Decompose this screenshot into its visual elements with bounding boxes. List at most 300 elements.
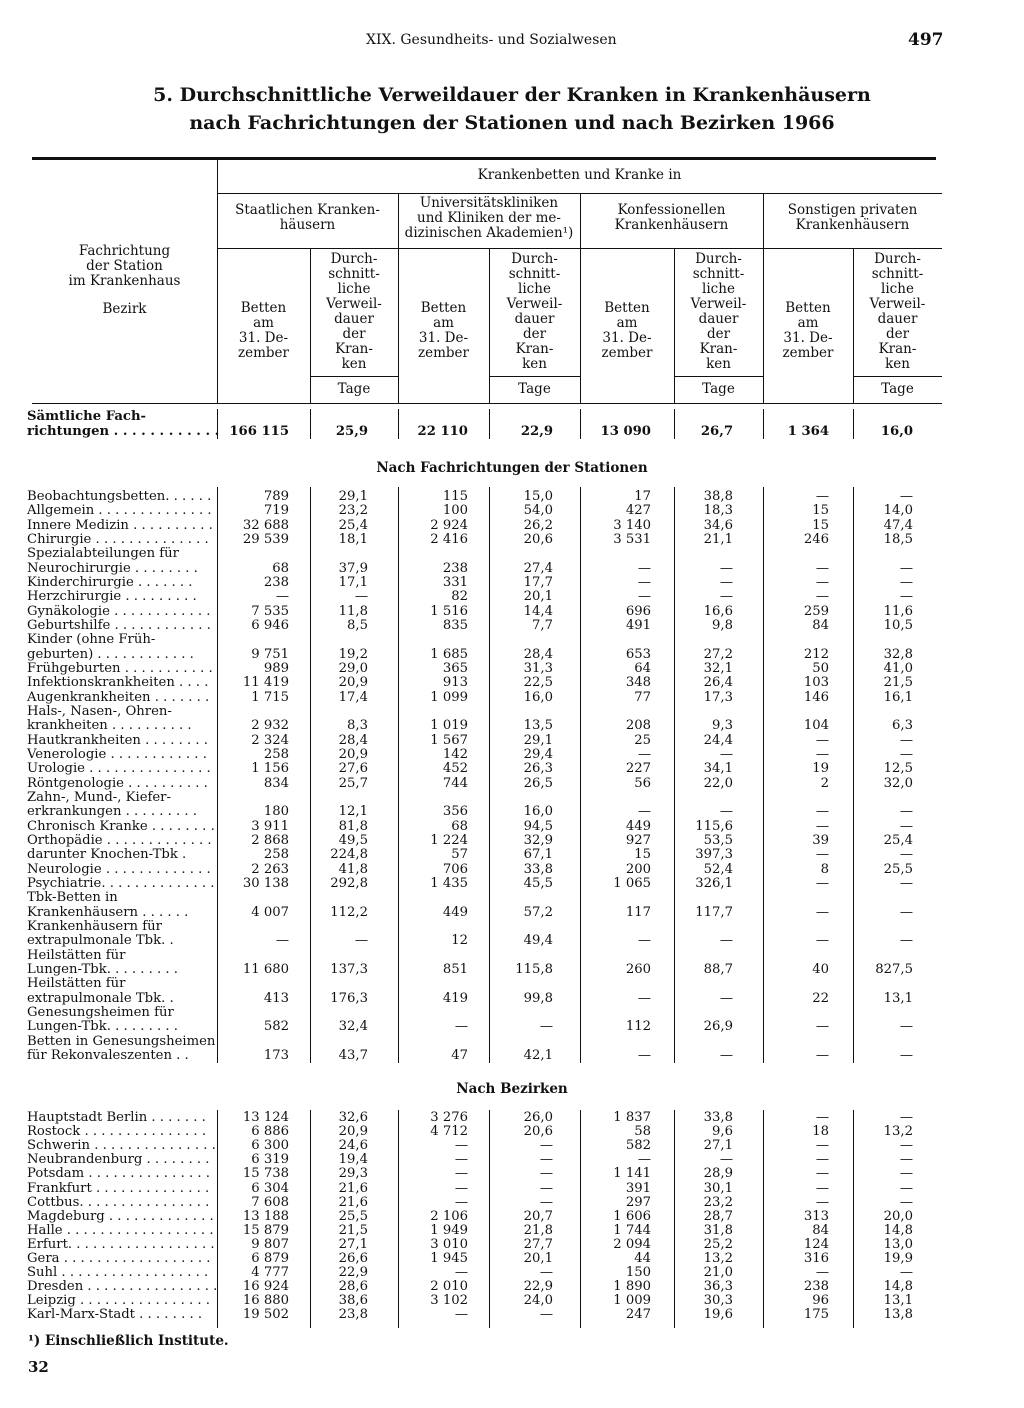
row-label: Urologie . . . . . . . . . . . . . . . [27, 761, 211, 777]
table-row [0, 762, 1024, 776]
cell-value: 427 [625, 503, 651, 519]
cell-value: — [899, 875, 913, 891]
table-row [0, 891, 1024, 905]
row-label: Neubrandenburg . . . . . . . . [27, 1152, 210, 1168]
cell-value: 15 [634, 847, 651, 863]
cell-value: 25,4 [883, 832, 913, 848]
cell-value: 84 [812, 617, 829, 633]
row-label: Kinderchirurgie . . . . . . . [27, 574, 193, 590]
cell-value: — [719, 574, 733, 590]
cell-value: 94,5 [523, 818, 553, 834]
cell-value: 37,9 [338, 560, 368, 576]
cell-value: — [637, 933, 651, 949]
table-row [0, 734, 1024, 748]
row-label: Frankfurt . . . . . . . . . . . . . . [27, 1180, 210, 1196]
cell-value: 297 [625, 1194, 651, 1210]
cell-value: 927 [625, 832, 651, 848]
cell-value: 13,5 [523, 718, 553, 734]
cell-value: — [637, 574, 651, 590]
cell-value: — [815, 1047, 829, 1063]
cell-value: 3 911 [251, 818, 289, 834]
footnote: ¹) Einschließlich Institute. [28, 1333, 229, 1349]
cell-value: — [815, 732, 829, 748]
cell-value: — [815, 933, 829, 949]
cell-value: 26,5 [523, 775, 553, 791]
cell-value: — [354, 589, 368, 605]
cell-value: 31,3 [523, 660, 553, 676]
cell-value: 8,3 [347, 718, 368, 734]
cell-value: 56 [634, 775, 651, 791]
cell-value: 3 531 [613, 531, 651, 547]
cell-value: 17,3 [703, 689, 733, 705]
cell-value: 13 124 [242, 1110, 289, 1125]
cell-value: 9 807 [251, 1236, 289, 1252]
cell-value: 16,0 [523, 804, 553, 820]
header-tage: Tage [337, 381, 371, 397]
row-label: Röntgenologie . . . . . . . . . . [27, 775, 208, 791]
cell-value: 21,0 [703, 1265, 733, 1281]
table-row [0, 562, 1024, 576]
cell-value: — [899, 904, 913, 920]
cell-value: 8 [820, 861, 829, 877]
cell-value: 348 [625, 675, 651, 691]
cell-value: — [539, 1265, 553, 1281]
cell-value: 29,1 [338, 489, 368, 504]
table-row [0, 1020, 1024, 1034]
cell-value: 25 [634, 732, 651, 748]
cell-value: 18,5 [883, 531, 913, 547]
row-label: Geburtshilfe . . . . . . . . . . . . [27, 617, 211, 633]
table-row [0, 1294, 1024, 1308]
cell-value: 413 [263, 990, 289, 1006]
cell-value: 137,3 [330, 961, 368, 977]
cell-value: 17,4 [338, 689, 368, 705]
cell-value: 3 010 [430, 1236, 468, 1252]
header-betten: Betten am 31. De- zember [782, 300, 834, 361]
cell-value: 21,6 [338, 1180, 368, 1196]
cell-value: 15 879 [242, 1222, 289, 1238]
cell-value: — [899, 489, 913, 504]
row-label: Spezialabteilungen für [27, 546, 179, 562]
cell-value: — [899, 1194, 913, 1210]
table-row [0, 605, 1024, 619]
cell-value: 9,8 [712, 617, 733, 633]
cell-value: — [815, 1138, 829, 1154]
table-row [0, 963, 1024, 977]
row-label: Innere Medizin . . . . . . . . . . [27, 517, 213, 533]
table-row [0, 1049, 1024, 1063]
cell-value: — [815, 589, 829, 605]
cell-value: — [275, 933, 289, 949]
cell-value: 19 502 [242, 1307, 289, 1323]
cell-value: 39 [812, 832, 829, 848]
cell-value: 3 140 [613, 517, 651, 533]
row-label: Hals-, Nasen-, Ohren- [27, 703, 172, 719]
cell-value: 1 744 [613, 1222, 651, 1238]
cell-value: 9,3 [712, 718, 733, 734]
cell-value: 173 [263, 1047, 289, 1063]
cell-value: 4 777 [251, 1265, 289, 1281]
cell-value: 20,0 [883, 1208, 913, 1224]
table-row [0, 533, 1024, 547]
cell-value: 1 224 [430, 832, 468, 848]
cell-value: 26,3 [523, 761, 553, 777]
cell-value: 40 [812, 961, 829, 977]
row-label: Neurologie . . . . . . . . . . . . . [27, 861, 211, 877]
cell-value: 4 712 [430, 1124, 468, 1140]
cell-value: 23,2 [338, 503, 368, 519]
cell-value: 1 949 [430, 1222, 468, 1238]
cell-value: 28,4 [338, 732, 368, 748]
cell-value: 68 [451, 818, 468, 834]
table-row [0, 1280, 1024, 1294]
cell-value: 176,3 [330, 990, 368, 1006]
table-row [0, 1196, 1024, 1210]
cell-value: 49,5 [338, 832, 368, 848]
cell-value: 292,8 [330, 875, 368, 891]
table-row [0, 719, 1024, 733]
table-row [0, 1224, 1024, 1238]
row-label: Herzchirurgie . . . . . . . . . [27, 589, 197, 605]
cell-value: 38,8 [703, 489, 733, 504]
cell-value: 25,9 [335, 424, 368, 439]
rule-above-tage [489, 376, 580, 377]
cell-value: — [899, 1047, 913, 1063]
cell-value: 11 680 [242, 961, 289, 977]
cell-value: 16 924 [242, 1279, 289, 1295]
cell-value: 10,5 [883, 617, 913, 633]
row-label: Hauptstadt Berlin . . . . . . . [27, 1110, 206, 1125]
cell-value: — [454, 1152, 468, 1168]
row-label: Lungen-Tbk. . . . . . . . . [27, 1019, 178, 1035]
cell-value: 24,6 [338, 1138, 368, 1154]
cell-value: 150 [625, 1265, 651, 1281]
cell-value: 696 [625, 603, 651, 619]
cell-value: 6 946 [251, 617, 289, 633]
cell-value: 20,1 [523, 1251, 553, 1266]
cell-value: 1 516 [430, 603, 468, 619]
table-row [0, 590, 1024, 604]
cell-value: 117 [625, 904, 651, 920]
table-row [0, 1006, 1024, 1020]
cell-value: 13,1 [883, 1293, 913, 1309]
cell-value: 43,7 [338, 1047, 368, 1063]
header-tage: Tage [518, 381, 551, 397]
row-label: Venerologie . . . . . . . . . . . . [27, 746, 207, 762]
page-code: 32 [28, 1358, 49, 1376]
cell-value: 77 [634, 689, 651, 705]
row-label: Beobachtungsbetten. . . . . . [27, 489, 212, 504]
cell-value: 30,1 [703, 1180, 733, 1196]
cell-value: — [719, 1047, 733, 1063]
cell-value: 22 110 [417, 424, 468, 439]
cell-value: 166 115 [229, 424, 289, 439]
cell-value: 45,5 [523, 875, 553, 891]
cell-value: 706 [442, 861, 468, 877]
cell-value: 96 [812, 1293, 829, 1309]
cell-value: 1 065 [613, 875, 651, 891]
rule-above-tage [853, 376, 942, 377]
row-label: Augenkrankheiten . . . . . . . [27, 689, 210, 705]
cell-value: 32,6 [338, 1110, 368, 1125]
cell-value: 12,1 [338, 804, 368, 820]
cell-value: 26,7 [700, 424, 733, 439]
cell-value: — [637, 1047, 651, 1063]
header-tage: Tage [702, 381, 735, 397]
row-label: extrapulmonale Tbk. . [27, 933, 174, 949]
table-row [0, 1111, 1024, 1125]
row-label: Psychiatrie. . . . . . . . . . . . . . [27, 875, 215, 891]
table-row [0, 748, 1024, 762]
cell-value: — [815, 574, 829, 590]
cell-value: 27,1 [338, 1236, 368, 1252]
cell-value: 212 [803, 646, 829, 662]
table-row [0, 777, 1024, 791]
row-label: Kinder (ohne Früh- [27, 632, 156, 648]
table-row [0, 1210, 1024, 1224]
cell-value: 24,4 [703, 732, 733, 748]
cell-value: — [899, 1152, 913, 1168]
cell-value: 57 [451, 847, 468, 863]
cell-value: 4 007 [251, 904, 289, 920]
table-row [0, 1035, 1024, 1049]
cell-value: 38,6 [338, 1293, 368, 1309]
cell-value: — [815, 904, 829, 920]
table-row [0, 906, 1024, 920]
cell-value: 50 [812, 660, 829, 676]
cell-value: 124 [803, 1236, 829, 1252]
cell-value: 29,0 [338, 660, 368, 676]
cell-value: 16,6 [703, 603, 733, 619]
cell-value: 789 [263, 489, 289, 504]
cell-value: 88,7 [703, 961, 733, 977]
row-label: Potsdam . . . . . . . . . . . . . . . [27, 1166, 210, 1182]
row-label: für Rekonvaleszenten . . [27, 1047, 189, 1063]
cell-value: 16 880 [242, 1293, 289, 1309]
cell-value: 25,5 [338, 1208, 368, 1224]
table-row [0, 676, 1024, 690]
cell-value: — [899, 574, 913, 590]
cell-value: 19,6 [703, 1307, 733, 1323]
cell-value: 827,5 [875, 961, 913, 977]
header-verweildauer: Durch- schnitt- liche Verweil- dauer der Kran- ken [506, 251, 563, 372]
header-top-label: Krankenbetten und Kranke in [477, 167, 682, 183]
table-row [0, 576, 1024, 590]
cell-value: 260 [625, 961, 651, 977]
cell-value: 32,1 [703, 660, 733, 676]
row-label: extrapulmonale Tbk. . [27, 990, 174, 1006]
cell-value: — [815, 746, 829, 762]
table-row [0, 1153, 1024, 1167]
row-label: Gera . . . . . . . . . . . . . . . . . . [27, 1251, 211, 1266]
cell-value: 21,1 [703, 531, 733, 547]
cell-value: 175 [803, 1307, 829, 1323]
cell-value: 20,9 [338, 675, 368, 691]
cell-value: 29,1 [523, 732, 553, 748]
cell-value: 21,5 [883, 675, 913, 691]
table-row [0, 805, 1024, 819]
cell-value: — [815, 1166, 829, 1182]
cell-value: 365 [442, 660, 468, 676]
cell-value: — [899, 1138, 913, 1154]
cell-value: 391 [625, 1180, 651, 1196]
cell-value: 32,8 [883, 646, 913, 662]
cell-value: 82 [451, 589, 468, 605]
cell-value: 13,8 [883, 1307, 913, 1323]
cell-value: 54,0 [523, 503, 553, 519]
cell-value: 27,1 [703, 1138, 733, 1154]
header-stub-bezirk: Bezirk [102, 301, 147, 317]
cell-value: 26,2 [523, 517, 553, 533]
cell-value: 16,0 [523, 689, 553, 705]
cell-value: — [354, 933, 368, 949]
rule-above-tage [674, 376, 763, 377]
cell-value: 6,3 [892, 718, 913, 734]
cell-value: 2 932 [251, 718, 289, 734]
table-row [0, 791, 1024, 805]
cell-value: 84 [812, 1222, 829, 1238]
header-betten: Betten am 31. De- zember [601, 300, 653, 361]
cell-value: 989 [263, 660, 289, 676]
cell-value: 2 010 [430, 1279, 468, 1295]
cell-value: — [454, 1265, 468, 1281]
table-row [0, 977, 1024, 991]
cell-value: 16,0 [880, 424, 913, 439]
table-title-line-2: nach Fachrichtungen der Stationen und nach Bezirken 1966 [189, 112, 835, 134]
cell-value: 115,6 [695, 818, 733, 834]
total-row-label-1 [0, 410, 1024, 424]
table-row [0, 1266, 1024, 1280]
cell-value: — [719, 589, 733, 605]
cell-value: 64 [634, 660, 651, 676]
cell-value: 14,4 [523, 603, 553, 619]
row-label: Neurochirurgie . . . . . . . . [27, 560, 198, 576]
cell-value: 34,6 [703, 517, 733, 533]
cell-value: 13,2 [703, 1251, 733, 1266]
cell-value: 419 [442, 990, 468, 1006]
cell-value: — [719, 933, 733, 949]
cell-value: 28,9 [703, 1166, 733, 1182]
table-row [0, 519, 1024, 533]
cell-value: — [637, 746, 651, 762]
section-bezirke: Nach Bezirken [456, 1081, 568, 1097]
cell-value: — [539, 1019, 553, 1035]
cell-value: — [899, 1110, 913, 1125]
cell-value: 224,8 [330, 847, 368, 863]
cell-value: — [454, 1166, 468, 1182]
cell-value: 19,9 [883, 1251, 913, 1266]
cell-value: 6 319 [251, 1152, 289, 1168]
table-row [0, 992, 1024, 1006]
cell-value: — [719, 746, 733, 762]
cell-value: 449 [625, 818, 651, 834]
cell-value: — [539, 1166, 553, 1182]
cell-value: — [815, 818, 829, 834]
cell-value: 13 090 [600, 424, 651, 439]
cell-value: 1 435 [430, 875, 468, 891]
cell-value: 200 [625, 861, 651, 877]
cell-value: 42,1 [523, 1047, 553, 1063]
cell-value: 52,4 [703, 861, 733, 877]
cell-value: 29,4 [523, 746, 553, 762]
table-row [0, 863, 1024, 877]
cell-value: — [899, 804, 913, 820]
cell-value: 115 [442, 489, 468, 504]
rule-under-header [32, 403, 942, 404]
cell-value: — [815, 1152, 829, 1168]
cell-value: 30 138 [242, 875, 289, 891]
cell-value: — [719, 990, 733, 1006]
cell-value: — [454, 1019, 468, 1035]
cell-value: 1 141 [613, 1166, 651, 1182]
row-label: Magdeburg . . . . . . . . . . . . . [27, 1208, 214, 1224]
cell-value: 452 [442, 761, 468, 777]
cell-value: 356 [442, 804, 468, 820]
cell-value: — [637, 1152, 651, 1168]
cell-value: 21,6 [338, 1194, 368, 1210]
table-row [0, 648, 1024, 662]
cell-value: 16,1 [883, 689, 913, 705]
cell-value: 247 [625, 1307, 651, 1323]
cell-value: 17 [634, 489, 651, 504]
row-label: Chirurgie . . . . . . . . . . . . . . [27, 531, 209, 547]
table-row [0, 1182, 1024, 1196]
header-tage: Tage [881, 381, 914, 397]
row-label: krankheiten . . . . . . . . . . [27, 718, 192, 734]
cell-value: 44 [634, 1251, 651, 1266]
cell-value: 112 [625, 1019, 651, 1035]
cell-value: — [539, 1194, 553, 1210]
cell-value: 449 [442, 904, 468, 920]
table-row [0, 949, 1024, 963]
row-label: Gynäkologie . . . . . . . . . . . . [27, 603, 211, 619]
cell-value: — [719, 560, 733, 576]
cell-value: 15 738 [242, 1166, 289, 1182]
cell-value: 2 416 [430, 531, 468, 547]
cell-value: 2 324 [251, 732, 289, 748]
cell-value: 27,7 [523, 1236, 553, 1252]
cell-value: 397,3 [695, 847, 733, 863]
cell-value: — [454, 1180, 468, 1196]
row-label: Cottbus. . . . . . . . . . . . . . . . [27, 1194, 210, 1210]
cell-value: — [815, 847, 829, 863]
row-label: Sämtliche Fach- [27, 409, 147, 424]
cell-value: 20,6 [523, 531, 553, 547]
cell-value: 1 567 [430, 732, 468, 748]
table-row [0, 848, 1024, 862]
cell-value: 22,9 [520, 424, 553, 439]
table-row [0, 934, 1024, 948]
cell-value: 36,3 [703, 1279, 733, 1295]
row-label: Allgemein . . . . . . . . . . . . . . [27, 503, 212, 519]
cell-value: 2 094 [613, 1236, 651, 1252]
cell-value: 1 099 [430, 689, 468, 705]
cell-value: 6 886 [251, 1124, 289, 1140]
cell-value: 104 [803, 718, 829, 734]
cell-value: — [637, 990, 651, 1006]
row-label: Infektionskrankheiten . . . . [27, 675, 209, 691]
cell-value: 28,7 [703, 1208, 733, 1224]
cell-value: 2 106 [430, 1208, 468, 1224]
cell-value: 1 156 [251, 761, 289, 777]
table-row [0, 504, 1024, 518]
cell-value: 58 [634, 1124, 651, 1140]
cell-value: 25,4 [338, 517, 368, 533]
cell-value: 26,9 [703, 1019, 733, 1035]
cell-value: 1 364 [787, 424, 829, 439]
cell-value: 719 [263, 503, 289, 519]
cell-value: — [899, 732, 913, 748]
